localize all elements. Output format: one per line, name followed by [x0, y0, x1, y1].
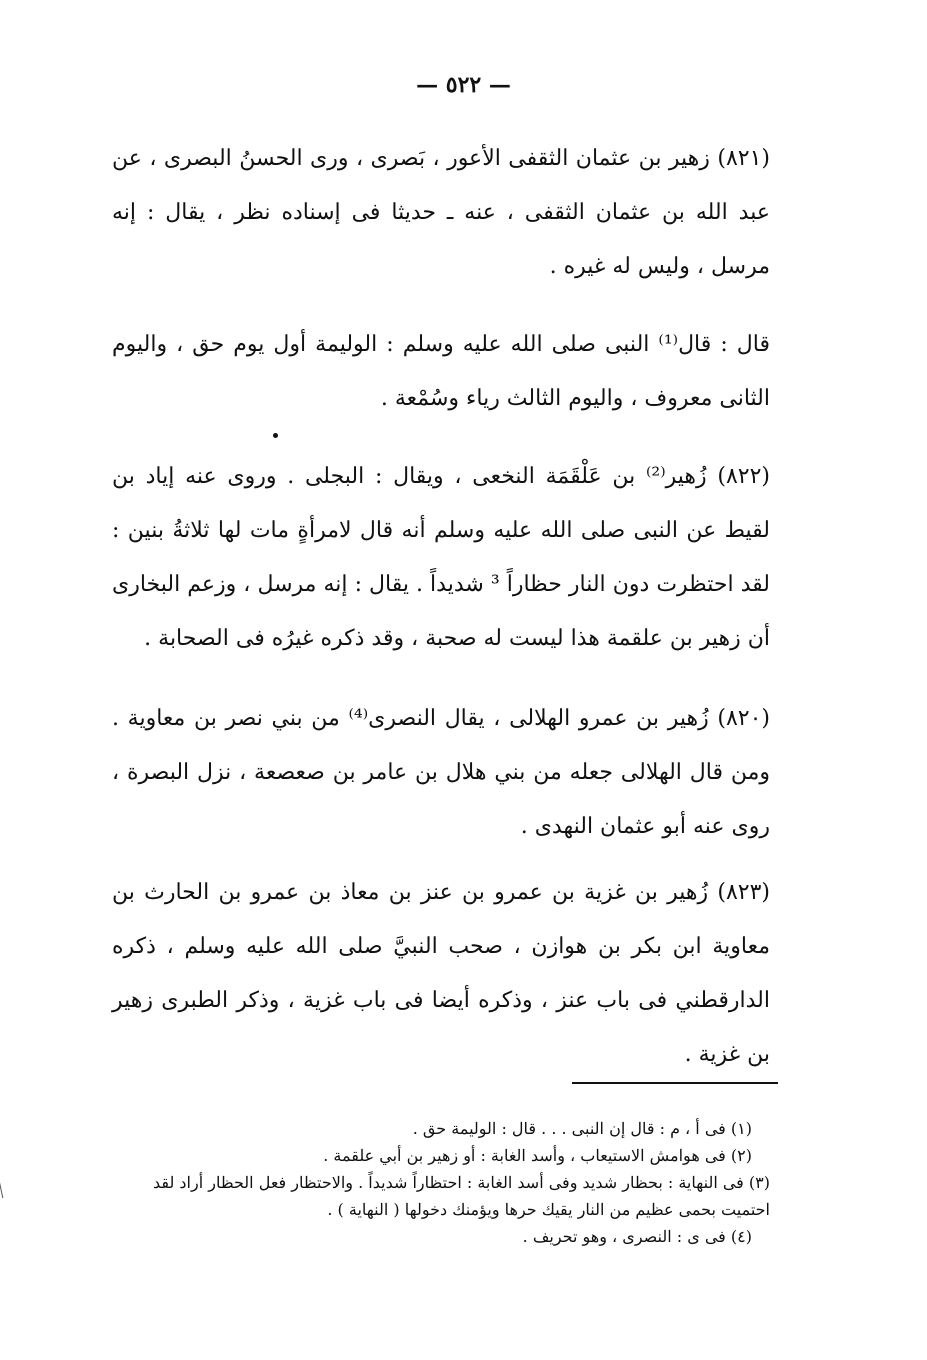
footnote-1: (١) فى أ ، م : قال إن النبى . . . قال : الوليمة حق .	[412, 1119, 752, 1138]
entry-820	[112, 692, 770, 854]
footnotes	[112, 1115, 770, 1250]
margin-scan-mark	[0, 1176, 5, 1198]
footnote-2: (٢) فى هوامش الاستيعاب ، وأسد الغابة : أو زهير بن أبي علقمة .	[323, 1146, 752, 1165]
entry-820-text: (٨٢٠) زُهير بن عمرو الهلالى ، يقال النصرى⁽⁴⁾ من بني نصر بن معاوية . ومن قال الهلالى جعله من بني هلال بن عامر بن صعصعة ، نزل البصرة ، روى عنه أبو عثمان النهدى .	[112, 706, 770, 839]
footnote-4: (٤) فى ى : النصرى ، وهو تحريف .	[522, 1227, 752, 1246]
hadith-quote-text: قال : قال⁽¹⁾ النبى صلى الله عليه وسلم : الوليمة أول يوم حق ، واليوم الثانى معروف ، واليوم الثالث رياء وسُمْعة .	[112, 332, 770, 411]
entry-821	[112, 132, 770, 294]
entry-821-text: (٨٢١) زهير بن عثمان الثقفى الأعور ، بَصرى ، ورى الحسنُ البصرى ، عن عبد الله بن عثمان الثقفى ، عنه ـ حديثا فى إسناده نظر ، يقال : إنه مرسل ، وليس له غيره .	[112, 146, 770, 279]
footnote-3: (٣) فى النهاية : بحظار شديد وفى أسد الغابة : احتظاراً شديداً . والاحتظار فعل الحظار أراد لقد احتميت بحمى عظيم من النار يقيك حرها ويؤمنك دخولها ( النهاية ) .	[152, 1173, 770, 1219]
page-number: — ٥٢٢ —	[416, 72, 511, 98]
entry-822-text: (٨٢٢) زُهير⁽²⁾ بن عَلْقَمَة النخعى ، ويقال : البجلى . وروى عنه إياد بن لقيط عن النبى صلى الله عليه وسلم أنه قال لامرأةٍ مات لها ثلاثةُ بنين : لقد احتظرت دون النار حظاراً ³ شديداً . يقال : إنه مرسل ، وزعم البخارى أن زهير بن علقمة هذا ليست له صحبة ، وقد ذكره غيرُه فى الصحابة .	[112, 464, 771, 651]
entry-823-text: (٨٢٣) زُهير بن غزية بن عمرو بن عنز بن معاذ بن عمرو بن الحارث بن معاوية ابن بكر بن هوازن ، صحب النبيَّ صلى الله عليه وسلم ، ذكره الدارقطني فى باب عنز ، وذكره أيضا فى باب غزية ، وذكر الطبرى زهير بن غزية .	[112, 880, 770, 1067]
hadith-quote	[112, 318, 770, 426]
entry-822	[112, 450, 770, 666]
ink-dot-mark	[273, 433, 278, 438]
entry-823	[112, 866, 770, 1082]
footnote-divider	[572, 1082, 778, 1084]
